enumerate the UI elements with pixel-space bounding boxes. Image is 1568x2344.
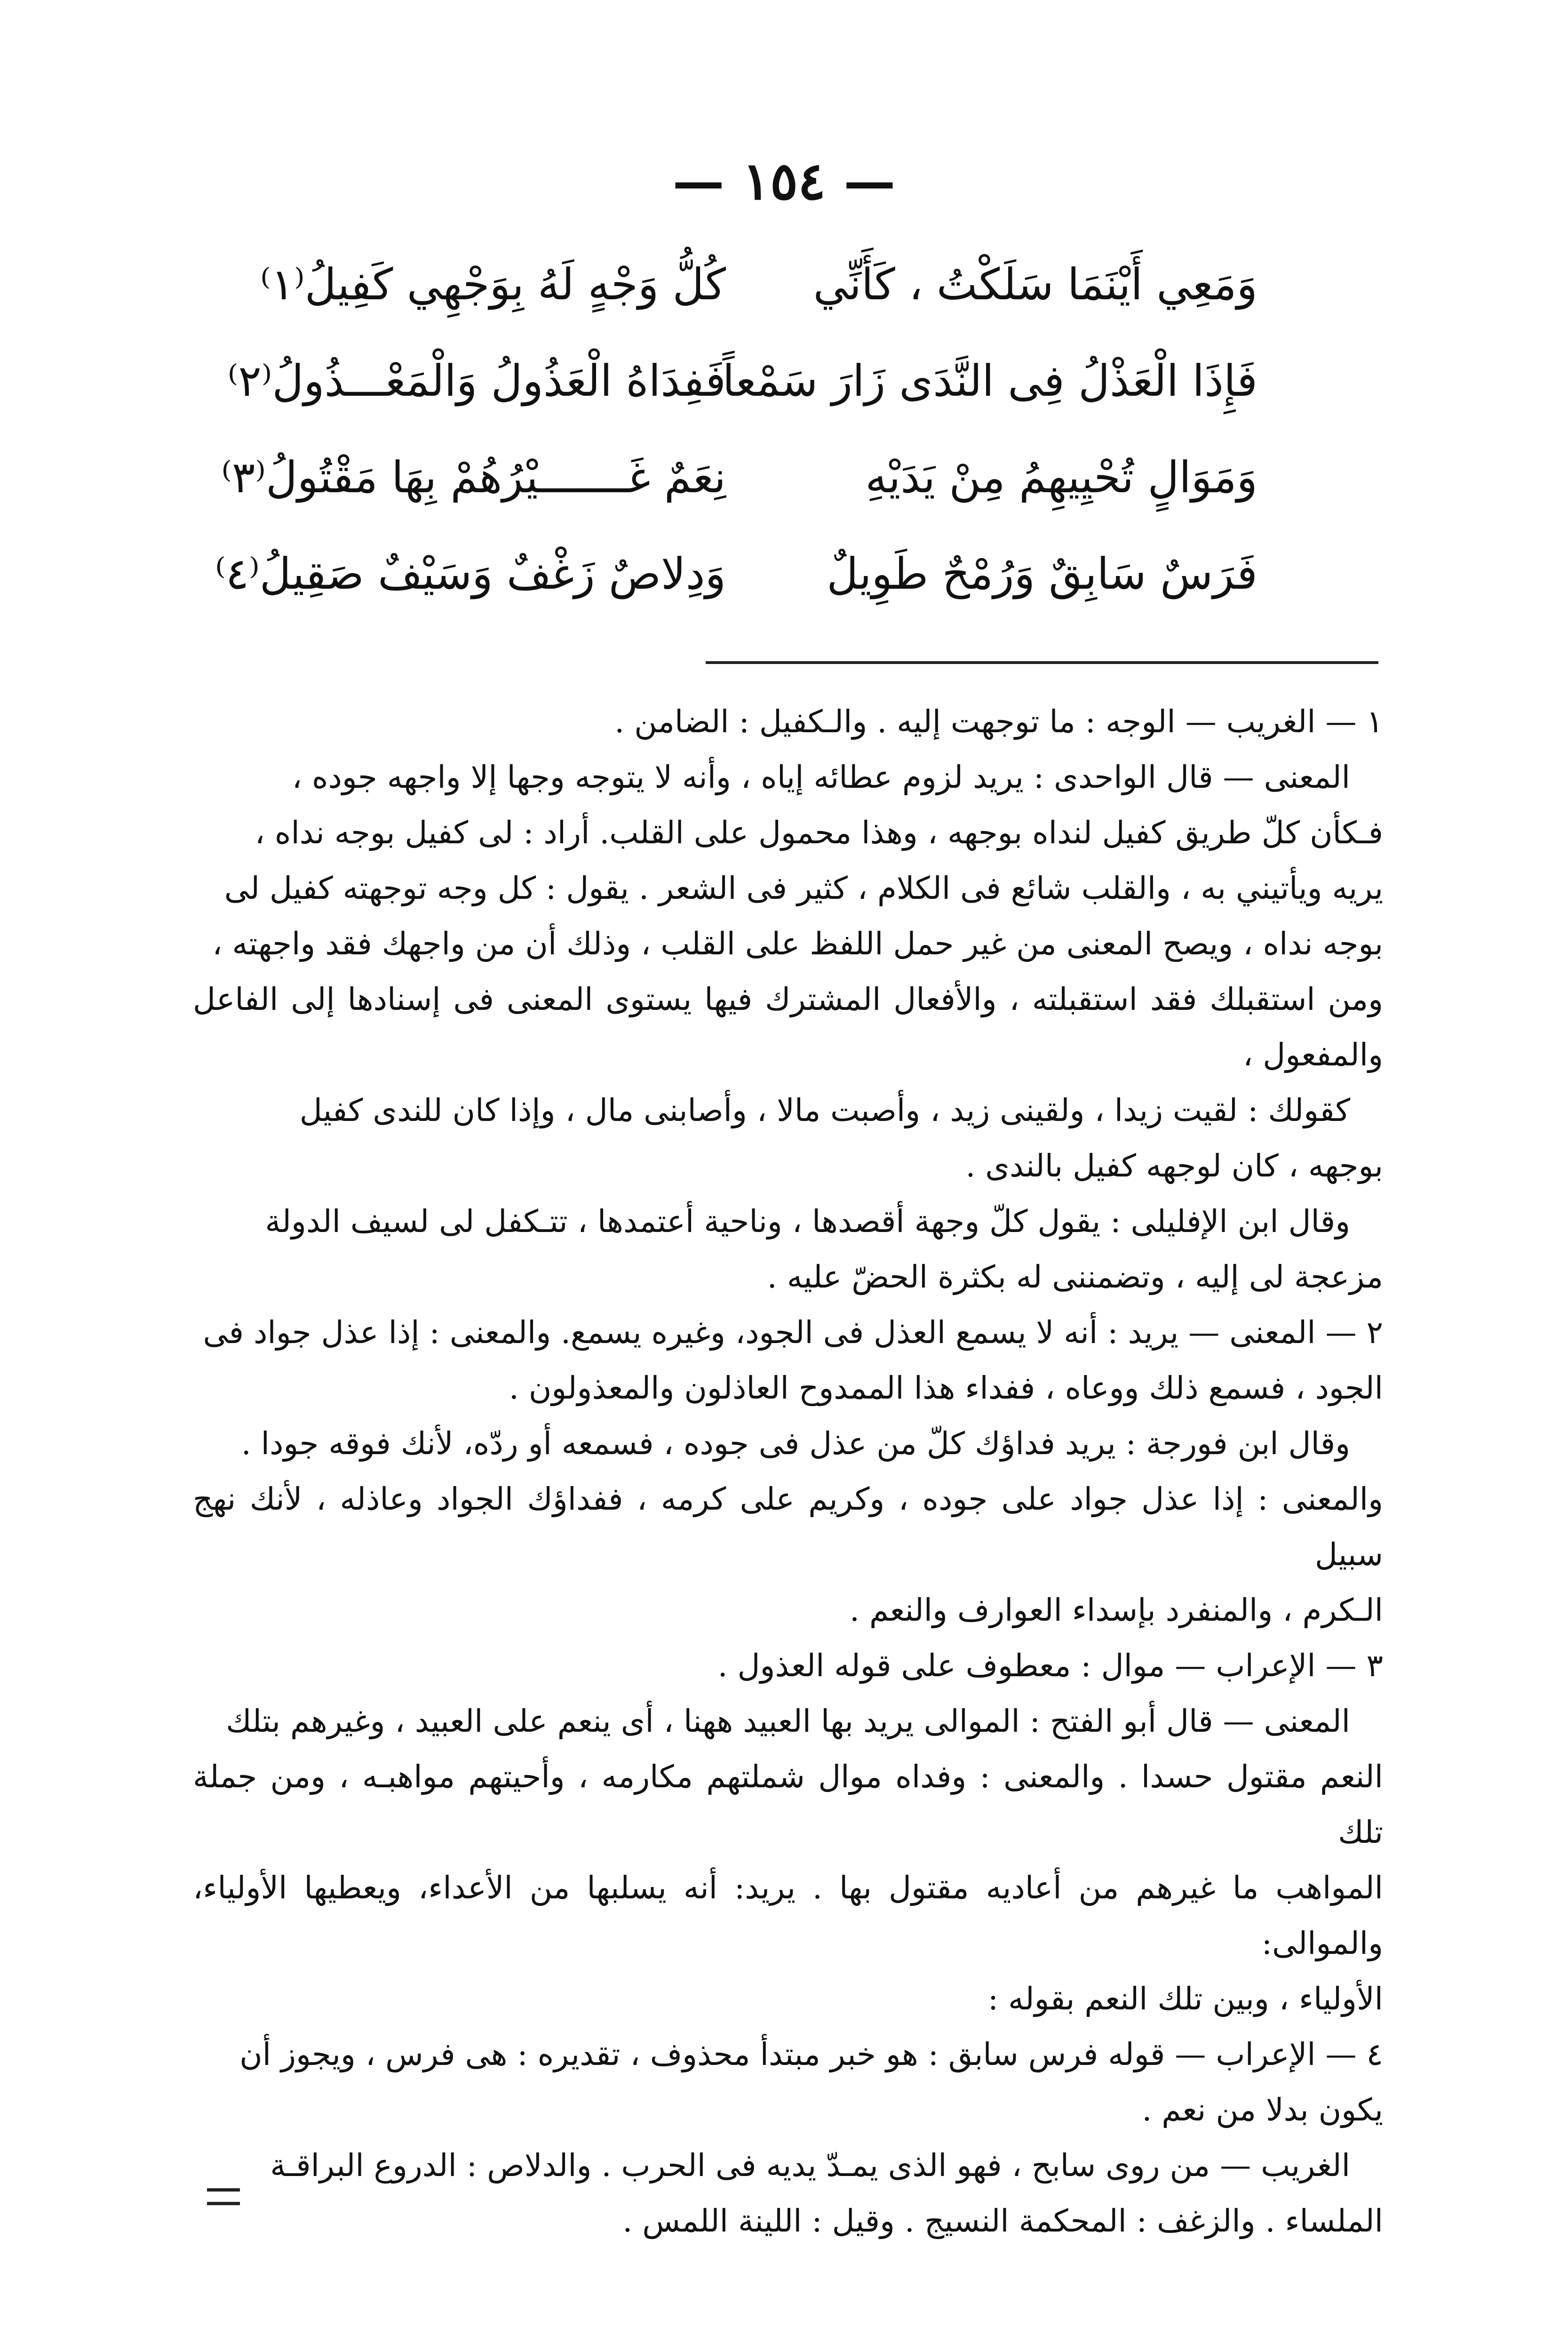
verse-4-second-hemistich: وَدِلاصٌ زَغْفٌ وَسَيْفٌ صَقِيلُ⁽٤⁾ [215, 549, 726, 599]
commentary-line: ومن استقبلك فقد استقبلته ، والأفعال المشترك فيها يستوى المعنى فى إسنادها إلى الفاعل والمفعول ، [193, 981, 1383, 1073]
verse-3-first-hemistich: وَمَوَالٍ تُحْيِيهِمُ مِنْ يَدَيْهِ [865, 452, 1258, 503]
commentary-line: يكون بدلا من نعم . [1142, 2092, 1383, 2128]
commentary-line: وقال ابن الإفليلى : يقول كلّ وجهة أقصدها ، وناحية أعتمدها ، تتـكفل لى لسيف الدولة [265, 1203, 1350, 1240]
poem-verses [0, 245, 1568, 631]
commentary-line: الـكرم ، والمنفرد بإسداء العوارف والنعم . [849, 1592, 1383, 1628]
verse-4 [0, 534, 1568, 631]
commentary-line: وقال ابن فورجة : يريد فداؤك كلّ من عذل فى جوده ، فسمعه أو ردّه، لأنك فوقه جودا . [241, 1425, 1350, 1462]
commentary-line: الأولياء ، وبين تلك النعم بقوله : [987, 1981, 1383, 2017]
commentary-notes [193, 694, 1383, 2249]
commentary-line: النعم مقتول حسدا . والمعنى : وفداه موال شملتهم مكارمه ، وأحيتهم مواهبـه ، ومن جملة تلك [193, 1759, 1383, 1850]
commentary-line: بوجه نداه ، ويصح المعنى من غير حمل اللفظ على القلب ، وذلك أن من واجهك فقد واجهته ، [212, 926, 1383, 962]
commentary-line: ٤ — الإعراب — قوله فرس سابق : هو خبر مبتدأ محذوف ، تقديره : هى فرس ، ويجوز أن [239, 2036, 1383, 2072]
commentary-line: الغريب — من روى سابح ، فهو الذى يمـدّ يديه فى الحرب . والدلاص : الدروع البراقـة [270, 2147, 1350, 2184]
page-number: — ١٥٤ — [672, 151, 896, 211]
commentary-line: الجود ، فسمع ذلك ووعاه ، ففداء هذا الممدوح العاذلون والمعذولون . [509, 1370, 1383, 1406]
verse-1-second-hemistich: كُلُّ وَجْهٍ لَهُ بِوَجْهِي كَفِيلُ⁽١⁾ [260, 259, 726, 310]
commentary-line: يريه ويأتيني به ، والقلب شائع فى الكلام ، كثير فى الشعر . يقول : كل وجه توجهته كفيل لى [224, 870, 1383, 906]
commentary-line: ١ — الغريب — الوجه : ما توجهت إليه . والـكفيل : الضامن . [614, 704, 1383, 740]
commentary-line: المواهب ما غيرهم من أعاديه مقتول بها . يريد: أنه يسلبها من الأعداء، ويعطيها الأولياء، والموالى: [193, 1870, 1383, 1961]
commentary-line: الملساء . والزغف : المحكمة النسيج . وقيل : اللينة اللمس . [622, 2203, 1383, 2239]
verse-2-first-hemistich: فَإِذَا الْعَذْلُ فِى النَّدَى زَارَ سَمْعاً [722, 356, 1258, 406]
commentary-line: ٣ — الإعراب — موال : معطوف على قوله العذول . [717, 1648, 1383, 1684]
verse-3 [0, 438, 1568, 534]
commentary-line: فـكأن كلّ طريق كفيل لنداه بوجهه ، وهذا محمول على القلب. أراد : لى كفيل بوجه نداه ، [255, 815, 1383, 851]
footnote-divider [706, 661, 1378, 664]
verse-2-second-hemistich: فَفِدَاهُ الْعَذُولُ وَالْمَعْـــذُولُ⁽٢⁾ [227, 356, 726, 406]
verse-1 [0, 245, 1568, 341]
verse-1-first-hemistich: وَمَعِي أَيْنَمَا سَلَكْتُ ، كَأَنِّي [813, 259, 1258, 310]
commentary-line: المعنى — قال أبو الفتح : الموالى يريد بها العبيد ههنا ، أى ينعم على العبيد ، وغيرهم بتلك [226, 1703, 1350, 1739]
commentary-line: المعنى — قال الواحدى : يريد لزوم عطائه إياه ، وأنه لا يتوجه وجها إلا واجهه جوده ، [292, 759, 1350, 795]
verse-2 [0, 341, 1568, 438]
verse-3-second-hemistich: نِعَمٌ غَـــــــيْرُهُمْ بِهَا مَقْتُولُ⁽٣⁾ [221, 452, 726, 503]
page-end-mark [207, 2188, 240, 2205]
commentary-line: ٢ — المعنى — يريد : أنه لا يسمع العذل فى الجود، وغيره يسمع. والمعنى : إذا عذل جواد فى [203, 1314, 1383, 1351]
commentary-line: بوجهه ، كان لوجهه كفيل بالندى . [965, 1148, 1383, 1184]
verse-4-first-hemistich: فَرَسٌ سَابِقٌ وَرُمْحٌ طَوِيلٌ [827, 549, 1258, 599]
commentary-line: مزعجة لى إليه ، وتضمننى له بكثرة الحضّ عليه . [767, 1259, 1383, 1295]
commentary-line: والمعنى : إذا عذل جواد على جوده ، وكريم على كرمه ، ففداؤك الجواد وعاذله ، لأنك نهج سبيل [193, 1481, 1383, 1573]
commentary-line: كقولك : لقيت زيدا ، ولقينى زيد ، وأصبت مالا ، وأصابنى مال ، وإذا كان للندى كفيل [299, 1092, 1350, 1128]
